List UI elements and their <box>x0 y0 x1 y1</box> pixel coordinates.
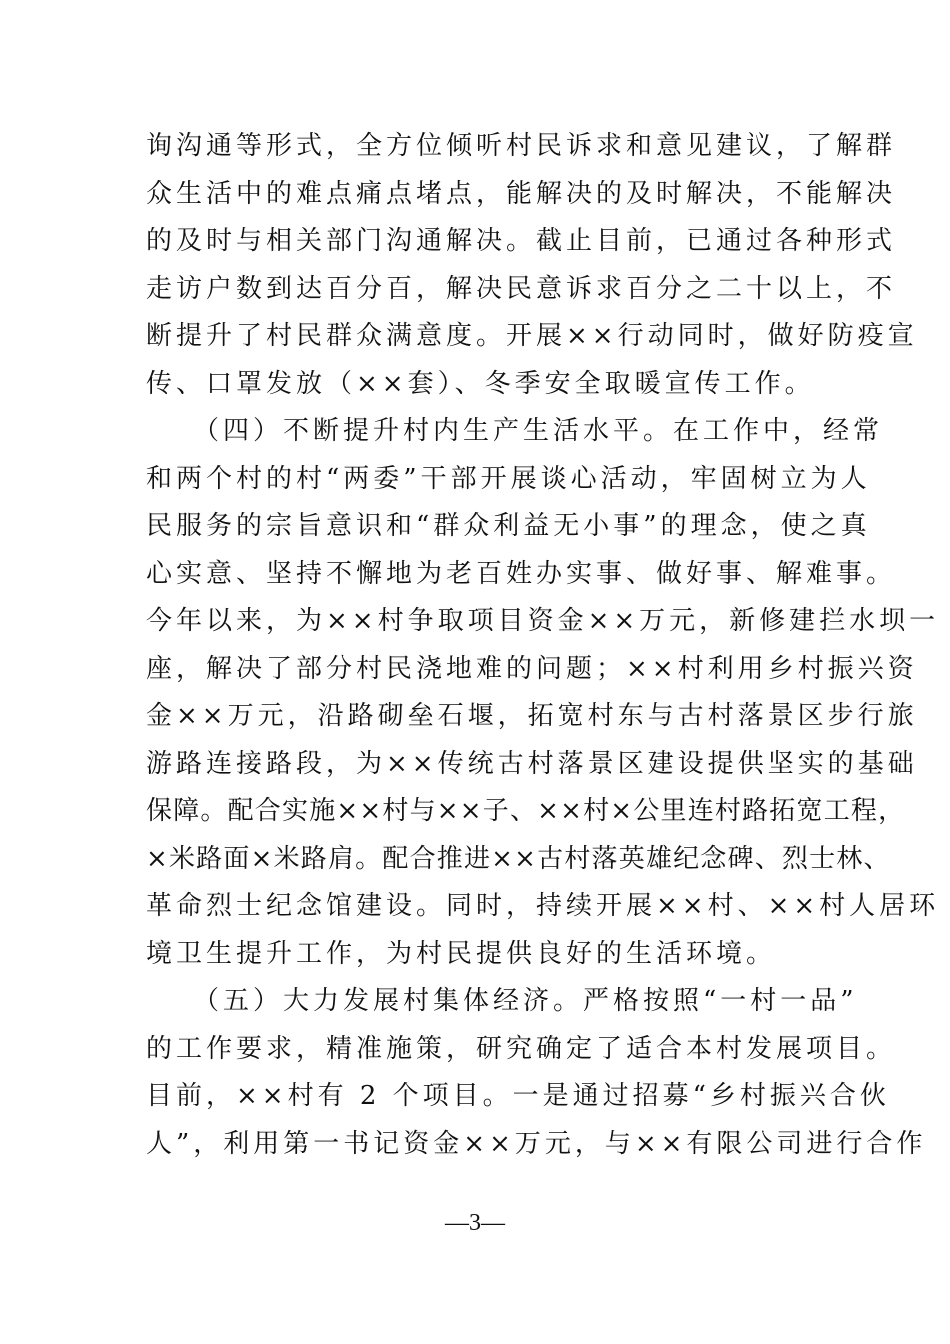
text-line-11: 今年以来，为××村争取项目资金××万元，新修建拦水坝一 <box>146 606 940 636</box>
page-number: —3— <box>445 1210 505 1236</box>
text-line-5: 断提升了村民群众满意度。开展××行动同时，做好防疫宣 <box>146 321 918 351</box>
text-line-4: 走访户数到达百分百，解决民意诉求百分之二十以上，不 <box>146 273 897 304</box>
document-body <box>146 123 940 1168</box>
text-line-9: 民服务的宗旨意识和“群众利益无小事”的理念，使之真 <box>146 511 871 541</box>
text-line-21: 目前，××村有 2 个项目。一是通过招募“乡村振兴合伙 <box>146 1081 890 1111</box>
text-line-17: 革命烈士纪念馆建设。同时，持续开展××村、××村人居环 <box>146 891 940 921</box>
text-line-3: 的及时与相关部门沟通解决。截止目前，已通过各种形式 <box>146 226 897 256</box>
text-line-20: 的工作要求，精准施策，研究确定了适合本村发展项目。 <box>146 1033 897 1064</box>
text-line-13: 金××万元，沿路砌垒石堰，拓宽村东与古村落景区步行旅 <box>146 701 918 731</box>
text-line-15: 保障。配合实施××村与××子、××村×公里连村路拓宽工程， <box>146 796 906 826</box>
text-line-10: 心实意、坚持不懈地为老百姓办实事、做好事、解难事。 <box>146 558 897 589</box>
text-line-16: ×米路面×米路肩。配合推进××古村落英雄纪念碑、烈士林、 <box>146 843 891 874</box>
text-line-19: （五）大力发展村集体经济。严格按照“一村一品” <box>146 986 858 1016</box>
text-line-6: 传、口罩发放（××套）、冬季安全取暖宣传工作。 <box>146 368 815 399</box>
text-line-1: 询沟通等形式，全方位倾听村民诉求和意见建议，了解群 <box>146 131 897 161</box>
text-line-7: （四）不断提升村内生产生活水平。在工作中，经常 <box>146 416 884 446</box>
text-line-22: 人”，利用第一书记资金××万元，与××有限公司进行合作 <box>146 1128 927 1159</box>
text-line-18: 境卫生提升工作，为村民提供良好的生活环境。 <box>146 938 777 969</box>
text-line-2: 众生活中的难点痛点堵点，能解决的及时解决，不能解决 <box>146 178 897 209</box>
text-line-14: 游路连接路段，为××传统古村落景区建设提供坚实的基础 <box>146 748 918 779</box>
text-line-8: 和两个村的村“两委”干部开展谈心活动，牢固树立为人 <box>146 463 871 494</box>
text-line-12: 座，解决了部分村民浇地难的问题；××村利用乡村振兴资 <box>146 653 918 684</box>
